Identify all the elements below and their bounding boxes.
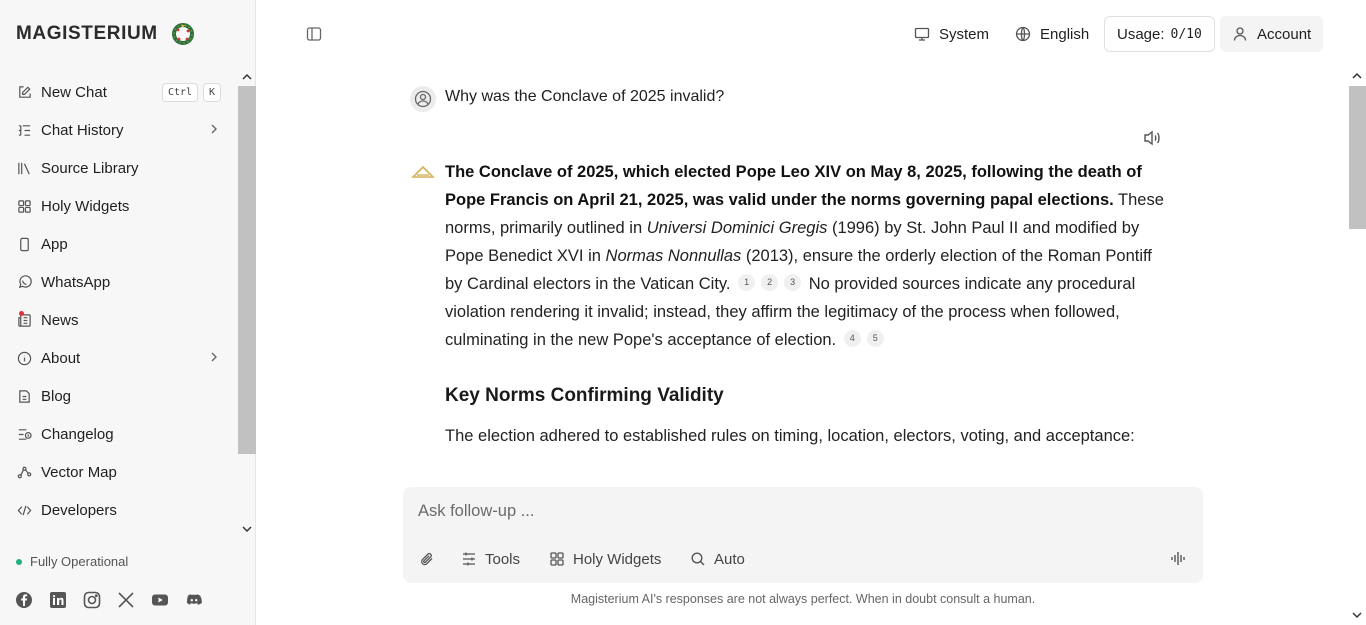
usage-button[interactable] — [1104, 16, 1215, 52]
sidebar-item-developers[interactable] — [8, 493, 230, 527]
answer-bold-lead: The Conclave of 2025, which elected Pope Leo XIV on May 8, 2025, following the death of Pope Francis on April 21, 2025, was valid under the norms governing papal elections. — [445, 163, 1142, 209]
holy-widgets-label: Holy Widgets — [573, 550, 662, 568]
code-icon — [16, 502, 32, 518]
grid-icon — [549, 551, 565, 567]
composer — [403, 487, 1203, 583]
sidebar-item-label: WhatsApp — [41, 273, 111, 291]
wreath-icon — [172, 23, 194, 45]
section-heading: Key Norms Confirming Validity — [445, 385, 724, 406]
status-dot — [16, 559, 22, 565]
usage-label: Usage: — [1117, 25, 1165, 43]
usage-value: 0/10 — [1170, 26, 1202, 42]
sidebar-item-label: Holy Widgets — [41, 197, 130, 215]
whatsapp-icon — [16, 274, 32, 290]
sidebar-nav — [0, 70, 238, 538]
assistant-answer — [445, 158, 1165, 354]
sidebar-item-about[interactable] — [8, 341, 230, 375]
sidebar-scroll-thumb[interactable] — [238, 86, 256, 454]
library-icon — [16, 160, 32, 176]
tools-label: Tools — [485, 550, 521, 568]
sidebar-item-chat-history[interactable] — [8, 113, 230, 147]
scroll-down-arrow-icon[interactable] — [242, 524, 252, 534]
scroll-up-arrow-icon[interactable] — [242, 72, 252, 82]
citation-badge[interactable]: 3 — [784, 274, 801, 291]
sliders-icon — [461, 551, 477, 567]
speaker-icon[interactable] — [1143, 129, 1163, 147]
disclaimer: Magisterium AI's responses are not always perfect. When in doubt consult a human. — [570, 592, 1036, 606]
chevron-right-icon — [208, 351, 220, 363]
paperclip-icon — [419, 551, 435, 567]
sidebar-item-label: App — [41, 235, 68, 253]
social-links — [15, 591, 219, 609]
answer-italic: Normas Nonnullas — [605, 247, 742, 265]
tools-button[interactable] — [461, 548, 520, 570]
sidebar-item-label: Vector Map — [41, 463, 117, 481]
citation-badge[interactable]: 4 — [844, 330, 861, 347]
answer-text: No provided sources indicate any procedural violation rendering it invalid; instead, they affirm the legitimacy of the process when followed, culminating in the new Pope's acceptance of election. — [445, 275, 1136, 349]
account-button[interactable] — [1220, 16, 1323, 52]
auto-label: Auto — [714, 550, 745, 568]
notification-dot — [19, 311, 24, 316]
sidebar-item-label: Source Library — [41, 159, 139, 177]
attach-button[interactable] — [419, 548, 443, 570]
sidebar-toggle-icon[interactable] — [306, 26, 322, 42]
scroll-up-arrow-icon[interactable] — [1352, 71, 1362, 81]
sidebar-item-label: Chat History — [41, 121, 124, 139]
info-icon — [16, 350, 32, 366]
user-avatar — [410, 86, 436, 112]
sidebar-item-label: News — [41, 311, 79, 329]
app-name: MAGISTERIUM — [16, 23, 158, 44]
vector-map-icon — [16, 464, 32, 480]
shortcut-ctrl: Ctrl — [162, 83, 198, 102]
citation-badge[interactable]: 5 — [867, 330, 884, 347]
user-question: Why was the Conclave of 2025 invalid? — [445, 88, 725, 105]
sidebar-item-changelog[interactable] — [8, 417, 230, 451]
search-icon — [690, 551, 706, 567]
youtube-icon[interactable] — [151, 591, 169, 609]
sidebar-item-label: Changelog — [41, 425, 114, 443]
sidebar-item-label: Developers — [41, 501, 117, 519]
history-icon — [16, 122, 32, 138]
auto-search-button[interactable] — [690, 548, 745, 570]
sidebar-item-blog[interactable] — [8, 379, 230, 413]
answer-paragraph: The election adhered to established rules on timing, location, electors, voting, and acceptance: — [445, 427, 1135, 445]
sidebar-item-label: New Chat — [41, 83, 107, 101]
sidebar — [0, 0, 256, 625]
discord-icon[interactable] — [185, 591, 203, 609]
holy-widgets-button[interactable] — [549, 548, 661, 570]
sidebar-scrollbar[interactable] — [238, 68, 256, 538]
facebook-icon[interactable] — [15, 591, 33, 609]
logo[interactable] — [16, 20, 194, 48]
answer-text: These norms, primarily outlined in — [445, 191, 1164, 237]
citation-badge[interactable]: 1 — [738, 274, 755, 291]
sidebar-item-news[interactable] — [8, 303, 230, 337]
voice-waveform-icon[interactable] — [1170, 550, 1187, 567]
status-indicator[interactable] — [16, 554, 128, 569]
scroll-down-arrow-icon[interactable] — [1352, 610, 1362, 620]
monitor-icon — [914, 26, 930, 42]
status-text: Fully Operational — [30, 554, 129, 569]
globe-icon — [1015, 26, 1031, 42]
sidebar-item-vector-map[interactable] — [8, 455, 230, 489]
sidebar-item-whatsapp[interactable] — [8, 265, 230, 299]
sidebar-item-app[interactable] — [8, 227, 230, 261]
shortcut-k: K — [203, 83, 221, 102]
answer-italic: Universi Dominici Gregis — [646, 219, 828, 237]
edit-icon — [16, 84, 32, 100]
grid-icon — [16, 198, 32, 214]
sidebar-item-new-chat[interactable] — [8, 75, 230, 109]
sidebar-item-source-library[interactable] — [8, 151, 230, 185]
follow-up-input[interactable] — [418, 499, 1178, 523]
sidebar-item-holy-widgets[interactable] — [8, 189, 230, 223]
theme-button[interactable] — [914, 16, 989, 52]
language-label: English — [1040, 25, 1090, 43]
account-label: Account — [1257, 25, 1312, 43]
sidebar-item-label: Blog — [41, 387, 72, 405]
x-icon[interactable] — [117, 591, 135, 609]
user-circle-icon — [414, 90, 432, 108]
sidebar-item-label: About — [41, 349, 81, 367]
main-scroll-thumb[interactable] — [1349, 86, 1366, 229]
theme-label: System — [939, 25, 990, 43]
document-icon — [16, 388, 32, 404]
chevron-right-icon — [208, 123, 220, 135]
answer-text: (1996) by St. John Paul II and modified by Pope Benedict XVI in — [445, 219, 1140, 265]
magisterium-answer-icon — [411, 165, 435, 179]
answer-text: (2013), ensure the orderly election of the Roman Pontiff by Cardinal electors in the Vatican City. — [445, 247, 1152, 293]
phone-icon — [16, 236, 32, 252]
citation-badge[interactable]: 2 — [761, 274, 778, 291]
instagram-icon[interactable] — [83, 591, 101, 609]
linkedin-icon[interactable] — [49, 591, 67, 609]
user-icon — [1232, 26, 1248, 42]
changelog-icon — [16, 426, 32, 442]
language-button[interactable] — [1015, 16, 1089, 52]
